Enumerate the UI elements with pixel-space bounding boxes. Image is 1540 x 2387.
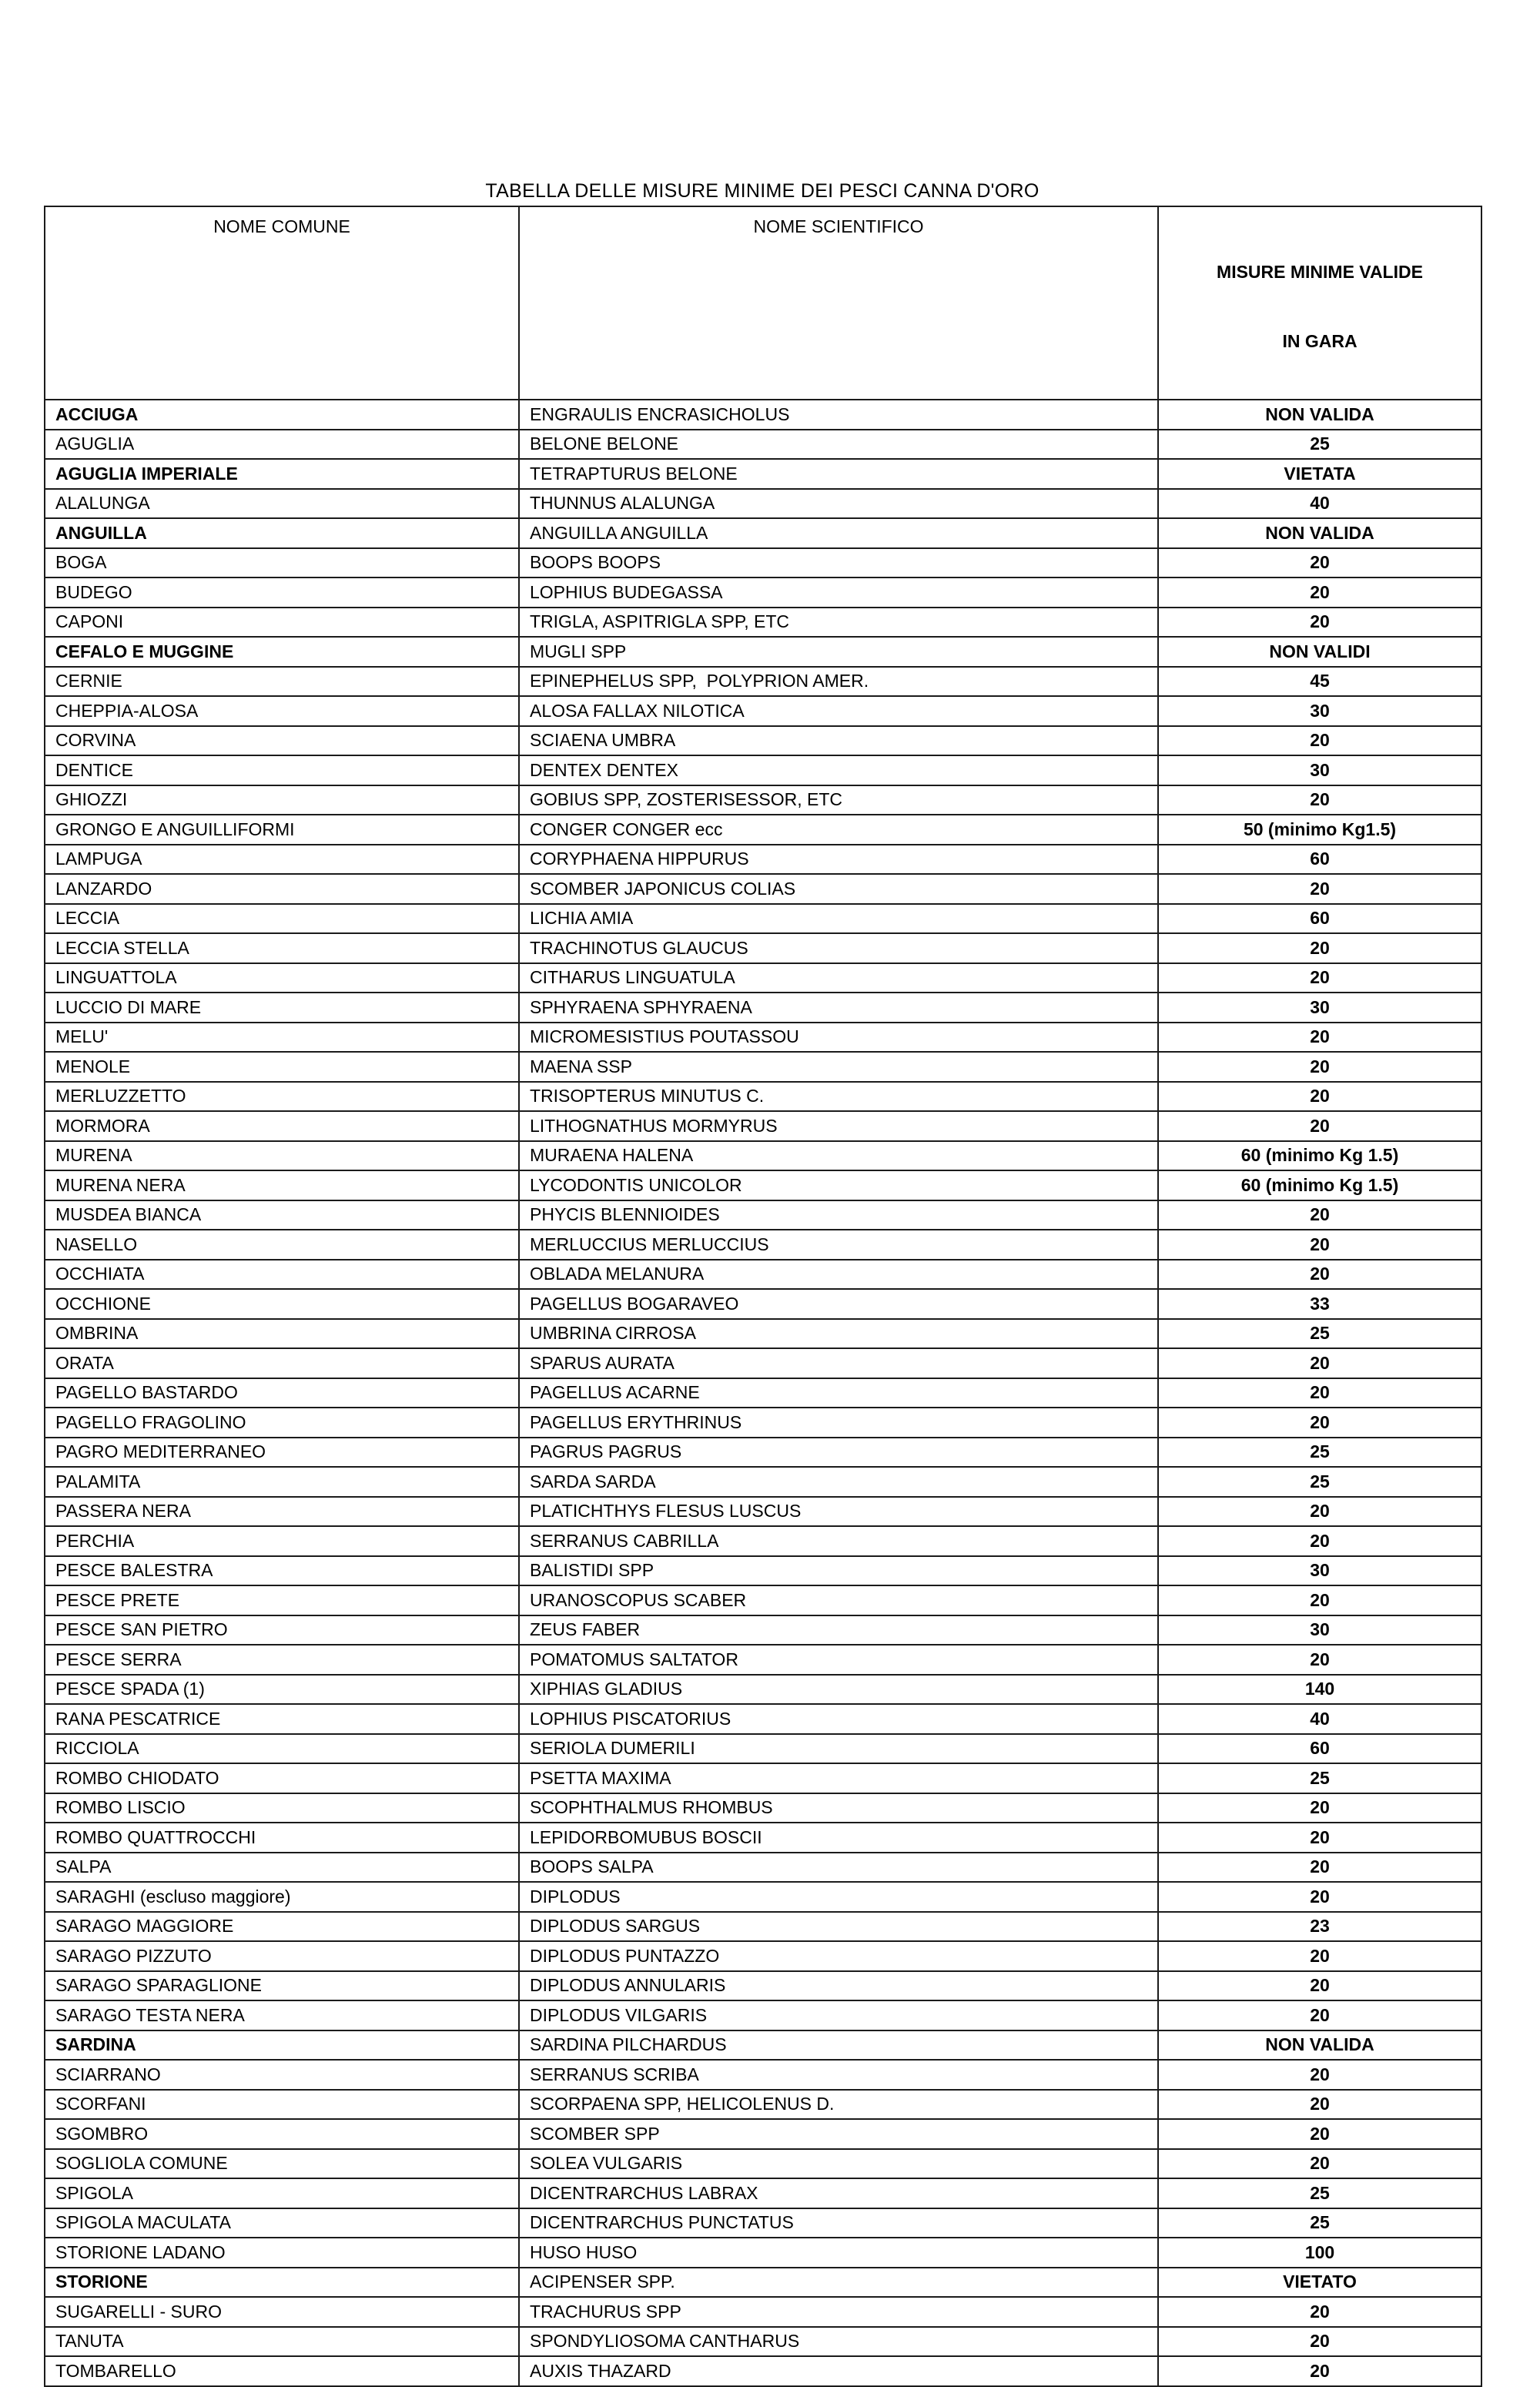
table-row <box>45 1438 1481 1468</box>
common-name-cell: BOGA <box>45 548 519 578</box>
common-name-cell: CERNIE <box>45 667 519 697</box>
common-name-cell: PAGELLO FRAGOLINO <box>45 1408 519 1438</box>
common-name-cell: SARAGO TESTA NERA <box>45 2000 519 2030</box>
table-row <box>45 608 1481 638</box>
common-name-cell: MENOLE <box>45 1052 519 1082</box>
table-row <box>45 1912 1481 1942</box>
table-row <box>45 1230 1481 1260</box>
measure-cell: 20 <box>1158 2119 1481 2149</box>
common-name-cell: SARAGO SPARAGLIONE <box>45 1971 519 2001</box>
measure-cell: 33 <box>1158 1289 1481 1319</box>
measure-cell: 20 <box>1158 2327 1481 2357</box>
measure-cell: 140 <box>1158 1675 1481 1705</box>
scientific-name-cell: POMATOMUS SALTATOR <box>519 1645 1158 1675</box>
table-row <box>45 1497 1481 1527</box>
common-name-cell: MELU' <box>45 1023 519 1053</box>
common-name-cell: ROMBO CHIODATO <box>45 1763 519 1793</box>
scientific-name-cell: TRACHINOTUS GLAUCUS <box>519 933 1158 963</box>
measure-cell: 30 <box>1158 993 1481 1023</box>
measure-cell: 30 <box>1158 1556 1481 1586</box>
common-name-cell: MERLUZZETTO <box>45 1082 519 1112</box>
table-row <box>45 2119 1481 2149</box>
table-row <box>45 1556 1481 1586</box>
table-row <box>45 815 1481 845</box>
table-row <box>45 489 1481 519</box>
scientific-name-cell: ACIPENSER SPP. <box>519 2268 1158 2298</box>
measure-cell: 20 <box>1158 1497 1481 1527</box>
fish-minimum-size-table <box>44 206 1482 2387</box>
scientific-name-cell: EPINEPHELUS SPP, POLYPRION AMER. <box>519 667 1158 697</box>
measure-cell: 20 <box>1158 963 1481 993</box>
table-row <box>45 2208 1481 2238</box>
table-row <box>45 1408 1481 1438</box>
measure-cell: 30 <box>1158 1615 1481 1645</box>
scientific-name-cell: BELONE BELONE <box>519 430 1158 460</box>
measure-cell: 20 <box>1158 1260 1481 1290</box>
table-row <box>45 1319 1481 1349</box>
scientific-name-cell: BALISTIDI SPP <box>519 1556 1158 1586</box>
table-row <box>45 785 1481 815</box>
scientific-name-cell: OBLADA MELANURA <box>519 1260 1158 1290</box>
table-row <box>45 963 1481 993</box>
scientific-name-cell: PLATICHTHYS FLESUS LUSCUS <box>519 1497 1158 1527</box>
scientific-name-cell: MUGLI SPP <box>519 637 1158 667</box>
measure-cell: 20 <box>1158 1082 1481 1112</box>
table-row <box>45 1200 1481 1230</box>
common-name-cell: PAGRO MEDITERRANEO <box>45 1438 519 1468</box>
table-row <box>45 904 1481 934</box>
measure-cell: 20 <box>1158 1111 1481 1141</box>
table-row <box>45 578 1481 608</box>
table-row <box>45 2060 1481 2090</box>
measure-cell: 20 <box>1158 1882 1481 1912</box>
table-row <box>45 1052 1481 1082</box>
common-name-cell: SOGLIOLA COMUNE <box>45 2149 519 2179</box>
common-name-cell: PESCE SERRA <box>45 1645 519 1675</box>
scientific-name-cell: LICHIA AMIA <box>519 904 1158 934</box>
common-name-cell: PESCE BALESTRA <box>45 1556 519 1586</box>
measure-cell: 20 <box>1158 726 1481 756</box>
table-row <box>45 1645 1481 1675</box>
scientific-name-cell: MURAENA HALENA <box>519 1141 1158 1171</box>
scientific-name-cell: SCORPAENA SPP, HELICOLENUS D. <box>519 2090 1158 2120</box>
measure-cell: 30 <box>1158 755 1481 785</box>
scientific-name-cell: SERRANUS CABRILLA <box>519 1526 1158 1556</box>
table-row <box>45 1734 1481 1764</box>
common-name-cell: ACCIUGA <box>45 400 519 430</box>
measure-cell: 60 <box>1158 1734 1481 1764</box>
table-row <box>45 1882 1481 1912</box>
common-name-cell: CEFALO E MUGGINE <box>45 637 519 667</box>
common-name-cell: OMBRINA <box>45 1319 519 1349</box>
measure-cell: 50 (minimo Kg1.5) <box>1158 815 1481 845</box>
measure-cell: 20 <box>1158 933 1481 963</box>
table-body <box>45 400 1481 2386</box>
table-row <box>45 1971 1481 2001</box>
table-row <box>45 459 1481 489</box>
common-name-cell: SARDINA <box>45 2030 519 2061</box>
common-name-cell: ROMBO QUATTROCCHI <box>45 1823 519 1853</box>
measure-cell: VIETATO <box>1158 2268 1481 2298</box>
measure-cell: 20 <box>1158 578 1481 608</box>
common-name-cell: PESCE SAN PIETRO <box>45 1615 519 1645</box>
scientific-name-cell: SPHYRAENA SPHYRAENA <box>519 993 1158 1023</box>
measure-cell: 25 <box>1158 2208 1481 2238</box>
table-row <box>45 1615 1481 1645</box>
scientific-name-cell: BOOPS SALPA <box>519 1853 1158 1883</box>
measure-cell: NON VALIDI <box>1158 637 1481 667</box>
scientific-name-cell: SARDA SARDA <box>519 1467 1158 1497</box>
scientific-name-cell: DIPLODUS PUNTAZZO <box>519 1941 1158 1971</box>
measure-cell: 20 <box>1158 874 1481 904</box>
header-measure-line2: IN GARA <box>1282 331 1358 351</box>
common-name-cell: ALALUNGA <box>45 489 519 519</box>
common-name-cell: AGUGLIA <box>45 430 519 460</box>
common-name-cell: CAPONI <box>45 608 519 638</box>
measure-cell: 20 <box>1158 2356 1481 2386</box>
scientific-name-cell: SERRANUS SCRIBA <box>519 2060 1158 2090</box>
scientific-name-cell: PHYCIS BLENNIOIDES <box>519 1200 1158 1230</box>
scientific-name-cell: DIPLODUS VILGARIS <box>519 2000 1158 2030</box>
measure-cell: 25 <box>1158 1467 1481 1497</box>
measure-cell: 20 <box>1158 2000 1481 2030</box>
measure-cell: 23 <box>1158 1912 1481 1942</box>
measure-cell: 25 <box>1158 1763 1481 1793</box>
measure-cell: VIETATA <box>1158 459 1481 489</box>
header-scientific-name: NOME SCIENTIFICO <box>519 206 1158 400</box>
scientific-name-cell: LOPHIUS PISCATORIUS <box>519 1704 1158 1734</box>
scientific-name-cell: LITHOGNATHUS MORMYRUS <box>519 1111 1158 1141</box>
common-name-cell: SCORFANI <box>45 2090 519 2120</box>
common-name-cell: PESCE PRETE <box>45 1585 519 1615</box>
table-row <box>45 637 1481 667</box>
scientific-name-cell: DIPLODUS <box>519 1882 1158 1912</box>
common-name-cell: SPIGOLA <box>45 2178 519 2208</box>
header-common-name: NOME COMUNE <box>45 206 519 400</box>
scientific-name-cell: TRIGLA, ASPITRIGLA SPP, ETC <box>519 608 1158 638</box>
common-name-cell: CORVINA <box>45 726 519 756</box>
table-row <box>45 726 1481 756</box>
scientific-name-cell: SOLEA VULGARIS <box>519 2149 1158 2179</box>
measure-cell: 100 <box>1158 2238 1481 2268</box>
table-row <box>45 1793 1481 1823</box>
common-name-cell: ROMBO LISCIO <box>45 1793 519 1823</box>
measure-cell: 20 <box>1158 2060 1481 2090</box>
common-name-cell: SGOMBRO <box>45 2119 519 2149</box>
measure-cell: 60 (minimo Kg 1.5) <box>1158 1170 1481 1200</box>
common-name-cell: RICCIOLA <box>45 1734 519 1764</box>
table-row <box>45 993 1481 1023</box>
measure-cell: 20 <box>1158 1585 1481 1615</box>
measure-cell: 40 <box>1158 489 1481 519</box>
scientific-name-cell: CORYPHAENA HIPPURUS <box>519 845 1158 875</box>
common-name-cell: LECCIA STELLA <box>45 933 519 963</box>
table-row <box>45 1704 1481 1734</box>
table-row <box>45 1763 1481 1793</box>
common-name-cell: PASSERA NERA <box>45 1497 519 1527</box>
table-row <box>45 2268 1481 2298</box>
common-name-cell: LANZARDO <box>45 874 519 904</box>
measure-cell: 20 <box>1158 1408 1481 1438</box>
measure-cell: 20 <box>1158 2090 1481 2120</box>
scientific-name-cell: BOOPS BOOPS <box>519 548 1158 578</box>
scientific-name-cell: LOPHIUS BUDEGASSA <box>519 578 1158 608</box>
common-name-cell: PERCHIA <box>45 1526 519 1556</box>
measure-cell: 20 <box>1158 1823 1481 1853</box>
common-name-cell: SPIGOLA MACULATA <box>45 2208 519 2238</box>
table-row <box>45 1111 1481 1141</box>
header-measure <box>1158 206 1481 400</box>
table-row <box>45 1260 1481 1290</box>
table-row <box>45 1023 1481 1053</box>
table-row <box>45 1823 1481 1853</box>
scientific-name-cell: DIPLODUS SARGUS <box>519 1912 1158 1942</box>
scientific-name-cell: DICENTRARCHUS LABRAX <box>519 2178 1158 2208</box>
common-name-cell: LAMPUGA <box>45 845 519 875</box>
table-row <box>45 430 1481 460</box>
table-row <box>45 1289 1481 1319</box>
measure-cell: 60 <box>1158 845 1481 875</box>
measure-cell: 60 (minimo Kg 1.5) <box>1158 1141 1481 1171</box>
table-row <box>45 2297 1481 2327</box>
table-row <box>45 696 1481 726</box>
common-name-cell: LUCCIO DI MARE <box>45 993 519 1023</box>
table-row <box>45 1675 1481 1705</box>
scientific-name-cell: ENGRAULIS ENCRASICHOLUS <box>519 400 1158 430</box>
scientific-name-cell: PAGELLUS ACARNE <box>519 1378 1158 1408</box>
measure-cell: 20 <box>1158 1200 1481 1230</box>
measure-cell: NON VALIDA <box>1158 2030 1481 2061</box>
measure-cell: 20 <box>1158 1378 1481 1408</box>
scientific-name-cell: PAGELLUS ERYTHRINUS <box>519 1408 1158 1438</box>
scientific-name-cell: DIPLODUS ANNULARIS <box>519 1971 1158 2001</box>
common-name-cell: PALAMITA <box>45 1467 519 1497</box>
common-name-cell: RANA PESCATRICE <box>45 1704 519 1734</box>
measure-cell: 60 <box>1158 904 1481 934</box>
table-row <box>45 667 1481 697</box>
table-row <box>45 2238 1481 2268</box>
common-name-cell: SUGARELLI - SURO <box>45 2297 519 2327</box>
scientific-name-cell: TRISOPTERUS MINUTUS C. <box>519 1082 1158 1112</box>
table-row <box>45 400 1481 430</box>
scientific-name-cell: TETRAPTURUS BELONE <box>519 459 1158 489</box>
common-name-cell: BUDEGO <box>45 578 519 608</box>
measure-cell: 20 <box>1158 1941 1481 1971</box>
table-row <box>45 1082 1481 1112</box>
scientific-name-cell: UMBRINA CIRROSA <box>519 1319 1158 1349</box>
scientific-name-cell: CITHARUS LINGUATULA <box>519 963 1158 993</box>
measure-cell: NON VALIDA <box>1158 400 1481 430</box>
scientific-name-cell: ALOSA FALLAX NILOTICA <box>519 696 1158 726</box>
scientific-name-cell: HUSO HUSO <box>519 2238 1158 2268</box>
scientific-name-cell: XIPHIAS GLADIUS <box>519 1675 1158 1705</box>
measure-cell: 20 <box>1158 1853 1481 1883</box>
table-row <box>45 1348 1481 1378</box>
table-row <box>45 933 1481 963</box>
common-name-cell: MURENA NERA <box>45 1170 519 1200</box>
common-name-cell: STORIONE <box>45 2268 519 2298</box>
scientific-name-cell: AUXIS THAZARD <box>519 2356 1158 2386</box>
common-name-cell: GRONGO E ANGUILLIFORMI <box>45 815 519 845</box>
scientific-name-cell: SCIAENA UMBRA <box>519 726 1158 756</box>
scientific-name-cell: SPARUS AURATA <box>519 1348 1158 1378</box>
scientific-name-cell: PSETTA MAXIMA <box>519 1763 1158 1793</box>
scientific-name-cell: LYCODONTIS UNICOLOR <box>519 1170 1158 1200</box>
table-row <box>45 518 1481 548</box>
measure-cell: 20 <box>1158 2149 1481 2179</box>
header-row <box>45 206 1481 400</box>
measure-cell: 20 <box>1158 785 1481 815</box>
scientific-name-cell: PAGRUS PAGRUS <box>519 1438 1158 1468</box>
scientific-name-cell: LEPIDORBOMUBUS BOSCII <box>519 1823 1158 1853</box>
common-name-cell: MURENA <box>45 1141 519 1171</box>
measure-cell: 20 <box>1158 608 1481 638</box>
measure-cell: 20 <box>1158 1230 1481 1260</box>
table-row <box>45 1941 1481 1971</box>
table-row <box>45 1467 1481 1497</box>
common-name-cell: SCIARRANO <box>45 2060 519 2090</box>
page-title: TABELLA DELLE MISURE MINIME DEI PESCI CANNA D'ORO <box>485 180 1040 202</box>
scientific-name-cell: ZEUS FABER <box>519 1615 1158 1645</box>
measure-cell: 25 <box>1158 1319 1481 1349</box>
measure-cell: NON VALIDA <box>1158 518 1481 548</box>
table-row <box>45 2356 1481 2386</box>
common-name-cell: TOMBARELLO <box>45 2356 519 2386</box>
scientific-name-cell: SERIOLA DUMERILI <box>519 1734 1158 1764</box>
common-name-cell: ORATA <box>45 1348 519 1378</box>
scientific-name-cell: CONGER CONGER ecc <box>519 815 1158 845</box>
common-name-cell: OCCHIONE <box>45 1289 519 1319</box>
common-name-cell: MUSDEA BIANCA <box>45 1200 519 1230</box>
common-name-cell: SARAGO MAGGIORE <box>45 1912 519 1942</box>
common-name-cell: CHEPPIA-ALOSA <box>45 696 519 726</box>
measure-cell: 20 <box>1158 1793 1481 1823</box>
measure-cell: 30 <box>1158 696 1481 726</box>
common-name-cell: LECCIA <box>45 904 519 934</box>
common-name-cell: LINGUATTOLA <box>45 963 519 993</box>
table-row <box>45 2178 1481 2208</box>
common-name-cell: OCCHIATA <box>45 1260 519 1290</box>
scientific-name-cell: URANOSCOPUS SCABER <box>519 1585 1158 1615</box>
table-row <box>45 548 1481 578</box>
measure-cell: 20 <box>1158 1052 1481 1082</box>
common-name-cell: SALPA <box>45 1853 519 1883</box>
common-name-cell: TANUTA <box>45 2327 519 2357</box>
measure-cell: 25 <box>1158 2178 1481 2208</box>
common-name-cell: STORIONE LADANO <box>45 2238 519 2268</box>
common-name-cell: PAGELLO BASTARDO <box>45 1378 519 1408</box>
scientific-name-cell: SCOMBER JAPONICUS COLIAS <box>519 874 1158 904</box>
table-row <box>45 2327 1481 2357</box>
table-row <box>45 1141 1481 1171</box>
header-measure-line1: MISURE MINIME VALIDE <box>1217 262 1423 282</box>
scientific-name-cell: DENTEX DENTEX <box>519 755 1158 785</box>
scientific-name-cell: MICROMESISTIUS POUTASSOU <box>519 1023 1158 1053</box>
scientific-name-cell: THUNNUS ALALUNGA <box>519 489 1158 519</box>
measure-cell: 20 <box>1158 2297 1481 2327</box>
table-header <box>45 206 1481 400</box>
table-row <box>45 755 1481 785</box>
table-row <box>45 2149 1481 2179</box>
scientific-name-cell: ANGUILLA ANGUILLA <box>519 518 1158 548</box>
scientific-name-cell: PAGELLUS BOGARAVEO <box>519 1289 1158 1319</box>
measure-cell: 20 <box>1158 1348 1481 1378</box>
table-row <box>45 2030 1481 2061</box>
common-name-cell: PESCE SPADA (1) <box>45 1675 519 1705</box>
table-row <box>45 1378 1481 1408</box>
table-row <box>45 874 1481 904</box>
table-row <box>45 1526 1481 1556</box>
measure-cell: 25 <box>1158 1438 1481 1468</box>
measure-cell: 20 <box>1158 1023 1481 1053</box>
measure-cell: 20 <box>1158 548 1481 578</box>
measure-cell: 20 <box>1158 1526 1481 1556</box>
measure-cell: 25 <box>1158 430 1481 460</box>
common-name-cell: SARAGHI (escluso maggiore) <box>45 1882 519 1912</box>
measure-cell: 45 <box>1158 667 1481 697</box>
scientific-name-cell: SCOPHTHALMUS RHOMBUS <box>519 1793 1158 1823</box>
table-row <box>45 2000 1481 2030</box>
common-name-cell: NASELLO <box>45 1230 519 1260</box>
measure-cell: 20 <box>1158 1971 1481 2001</box>
common-name-cell: MORMORA <box>45 1111 519 1141</box>
table-row <box>45 1170 1481 1200</box>
scientific-name-cell: MERLUCCIUS MERLUCCIUS <box>519 1230 1158 1260</box>
scientific-name-cell: DICENTRARCHUS PUNCTATUS <box>519 2208 1158 2238</box>
common-name-cell: SARAGO PIZZUTO <box>45 1941 519 1971</box>
table-row <box>45 1585 1481 1615</box>
common-name-cell: GHIOZZI <box>45 785 519 815</box>
scientific-name-cell: GOBIUS SPP, ZOSTERISESSOR, ETC <box>519 785 1158 815</box>
table-row <box>45 1853 1481 1883</box>
table-row <box>45 2090 1481 2120</box>
common-name-cell: AGUGLIA IMPERIALE <box>45 459 519 489</box>
scientific-name-cell: SPONDYLIOSOMA CANTHARUS <box>519 2327 1158 2357</box>
table-row <box>45 845 1481 875</box>
measure-cell: 20 <box>1158 1645 1481 1675</box>
common-name-cell: ANGUILLA <box>45 518 519 548</box>
scientific-name-cell: TRACHURUS SPP <box>519 2297 1158 2327</box>
common-name-cell: DENTICE <box>45 755 519 785</box>
measure-cell: 40 <box>1158 1704 1481 1734</box>
scientific-name-cell: SARDINA PILCHARDUS <box>519 2030 1158 2061</box>
scientific-name-cell: SCOMBER SPP <box>519 2119 1158 2149</box>
scientific-name-cell: MAENA SSP <box>519 1052 1158 1082</box>
